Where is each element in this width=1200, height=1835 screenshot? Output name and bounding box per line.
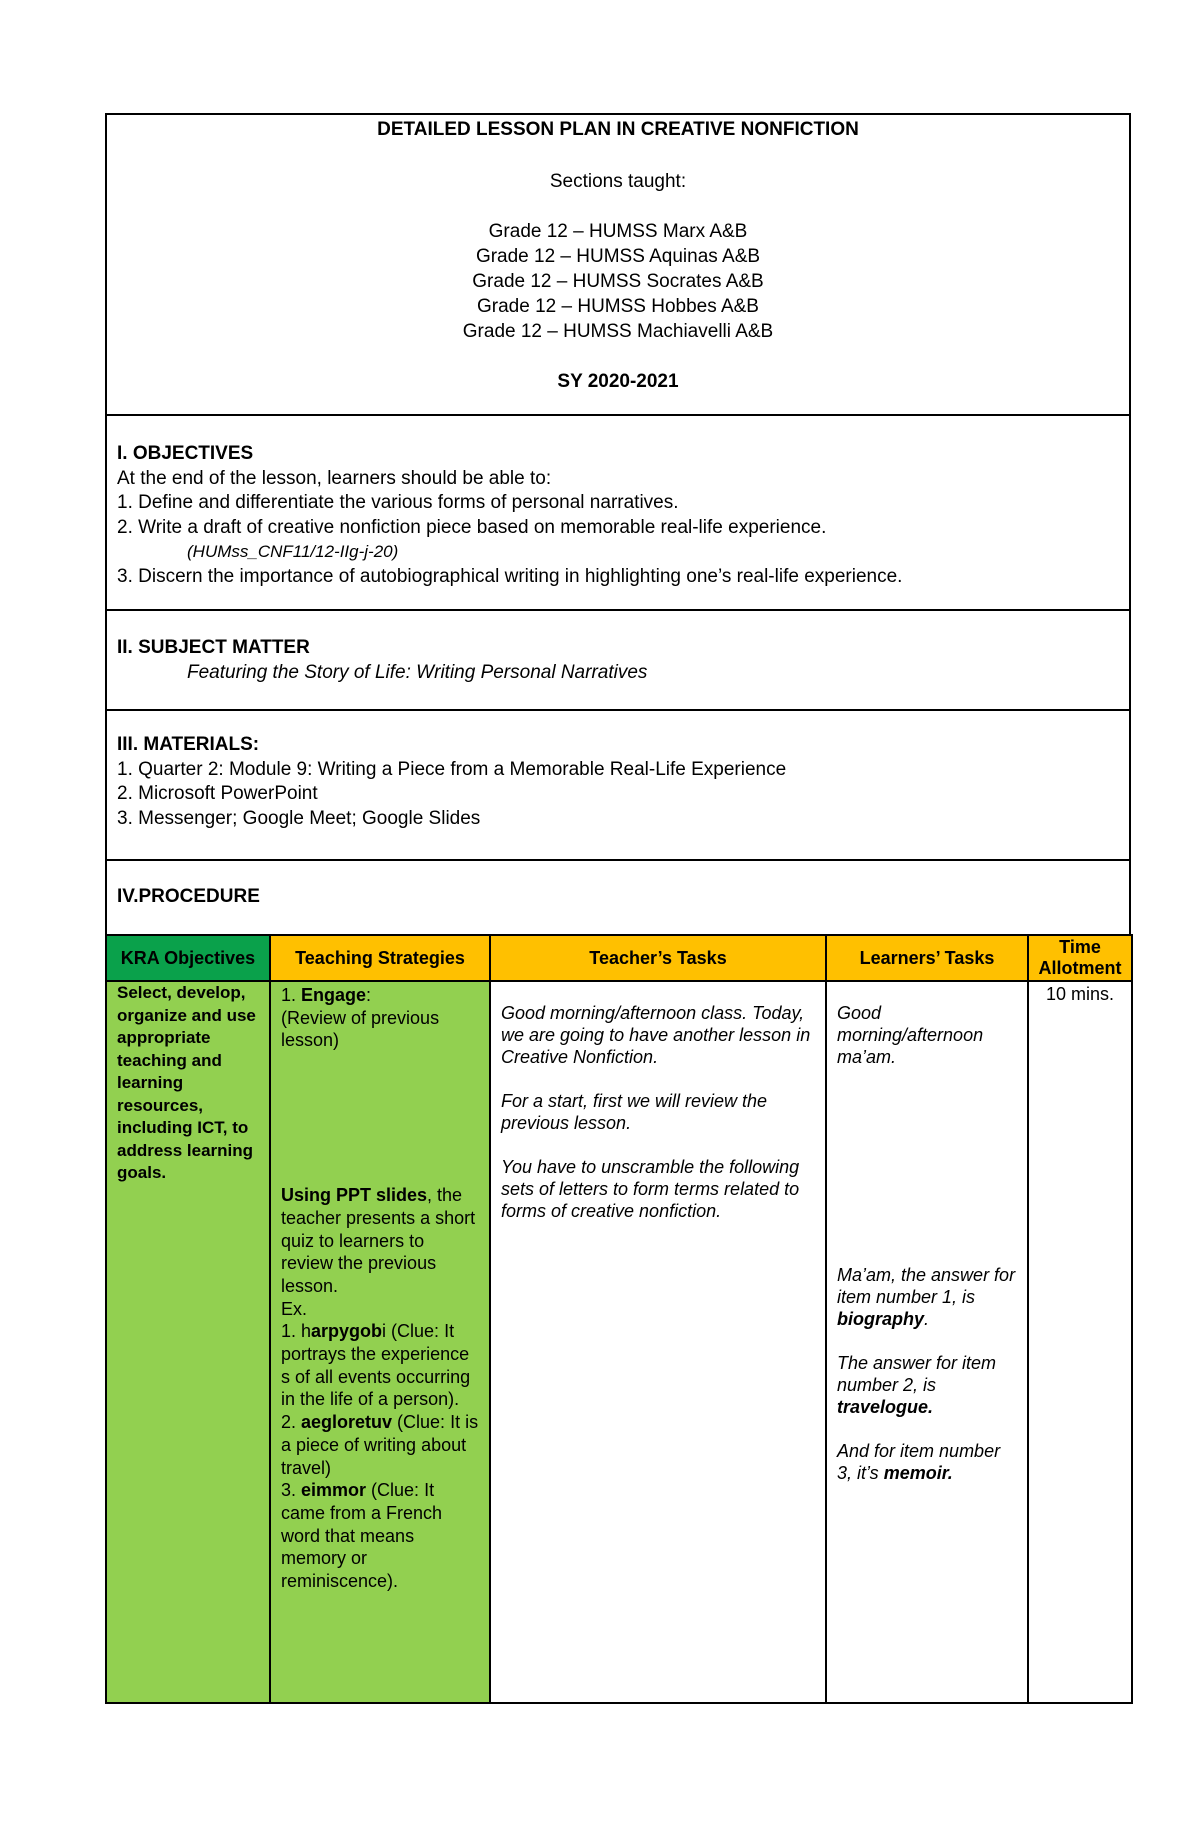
time-allotment-cell: 10 mins. <box>1028 981 1132 1703</box>
section-item: Grade 12 – HUMSS Hobbes A&B <box>477 296 759 317</box>
material-item: 3. Messenger; Google Meet; Google Slides <box>117 807 481 829</box>
competency-code: (HUMss_CNF11/12-IIg-j-20) <box>187 542 399 561</box>
material-item: 2. Microsoft PowerPoint <box>117 783 318 804</box>
lesson-plan-document <box>105 113 1131 1704</box>
section-item: Grade 12 – HUMSS Socrates A&B <box>472 271 764 292</box>
subject-matter-heading: II. SUBJECT MATTER <box>117 637 310 658</box>
school-year: SY 2020-2021 <box>557 371 679 392</box>
table-row <box>106 981 1132 1703</box>
material-item: 1. Quarter 2: Module 9: Writing a Piece from a Memorable Real-Life Experience <box>117 758 787 780</box>
column-header-teacher: Teacher’s Tasks <box>490 935 826 981</box>
learner-response: Ma’am, the answer for item number 1, is biography. <box>837 1265 1016 1329</box>
quiz-item: 3. eimmor (Clue: It came from a French word that means memory or reminiscence). <box>281 1480 443 1592</box>
plan-title: DETAILED LESSON PLAN IN CREATIVE NONFICTION <box>377 119 859 140</box>
ppt-description: Using PPT slides, the teacher presents a short quiz to learners to review the previous lesson. <box>281 1185 476 1296</box>
objectives-intro: At the end of the lesson, learners should be able to: <box>117 467 552 489</box>
teacher-task: Good morning/afternoon class. Today, we are going to have another lesson in Creative Nonfiction. <box>501 1003 811 1067</box>
objective-item: 1. Define and differentiate the various forms of personal narratives. <box>117 492 679 513</box>
strategy-cell <box>270 981 490 1703</box>
objective-item: 2. Write a draft of creative nonfiction piece based on memorable real-life experience. <box>117 516 827 538</box>
section-item: Grade 12 – HUMSS Aquinas A&B <box>475 246 761 267</box>
procedure-section <box>105 859 1131 934</box>
example-label: Ex. <box>281 1298 308 1319</box>
subject-matter-section <box>105 609 1131 709</box>
teacher-tasks-cell <box>490 981 826 1703</box>
procedure-heading: IV.PROCEDURE <box>117 886 260 907</box>
column-header-kra: KRA Objectives <box>106 935 270 981</box>
materials-section <box>105 709 1131 859</box>
engage-step: 1. Engage: <box>281 985 372 1005</box>
learners-tasks-cell <box>826 981 1028 1703</box>
teacher-task: You have to unscramble the following sets of letters to form terms related to forms of creative nonfiction. <box>501 1157 800 1221</box>
objectives-section <box>105 414 1131 609</box>
sections-list <box>107 219 1129 344</box>
column-header-learners: Learners’ Tasks <box>826 935 1028 981</box>
procedure-table <box>105 934 1133 1704</box>
learner-response: The answer for item number 2, is travelogue. <box>837 1353 997 1417</box>
materials-heading: III. MATERIALS: <box>117 734 260 755</box>
sections-label: Sections taught: <box>549 171 687 192</box>
learner-response: And for item number 3, it’s memoir. <box>837 1441 1001 1483</box>
objectives-heading: I. OBJECTIVES <box>117 443 254 464</box>
plan-header <box>105 113 1131 414</box>
table-header-row <box>106 935 1132 981</box>
quiz-item: 1. harpygobi (Clue: It portrays the experience s of all events occurring in the life of a person). <box>281 1321 471 1410</box>
section-item: Grade 12 – HUMSS Marx A&B <box>488 221 748 242</box>
objective-item: 3. Discern the importance of autobiographical writing in highlighting one’s real-life experience. <box>117 565 903 587</box>
teacher-task: For a start, first we will review the previous lesson. <box>501 1091 768 1133</box>
column-header-time: Time Allotment <box>1028 935 1132 981</box>
column-header-strategies: Teaching Strategies <box>270 935 490 981</box>
section-item: Grade 12 – HUMSS Machiavelli A&B <box>462 321 774 342</box>
subject-topic: Featuring the Story of Life: Writing Personal Narratives <box>187 661 648 683</box>
learner-response: Good morning/afternoon ma’am. <box>837 1003 984 1067</box>
kra-objective-cell: Select, develop, organize and use appropriate teaching and learning resources, including ICT, to address learning goals. <box>106 981 270 1703</box>
quiz-item: 2. aegloretuv (Clue: It is a piece of writing about travel) <box>281 1412 479 1478</box>
engage-note: (Review of previous lesson) <box>281 1007 440 1051</box>
